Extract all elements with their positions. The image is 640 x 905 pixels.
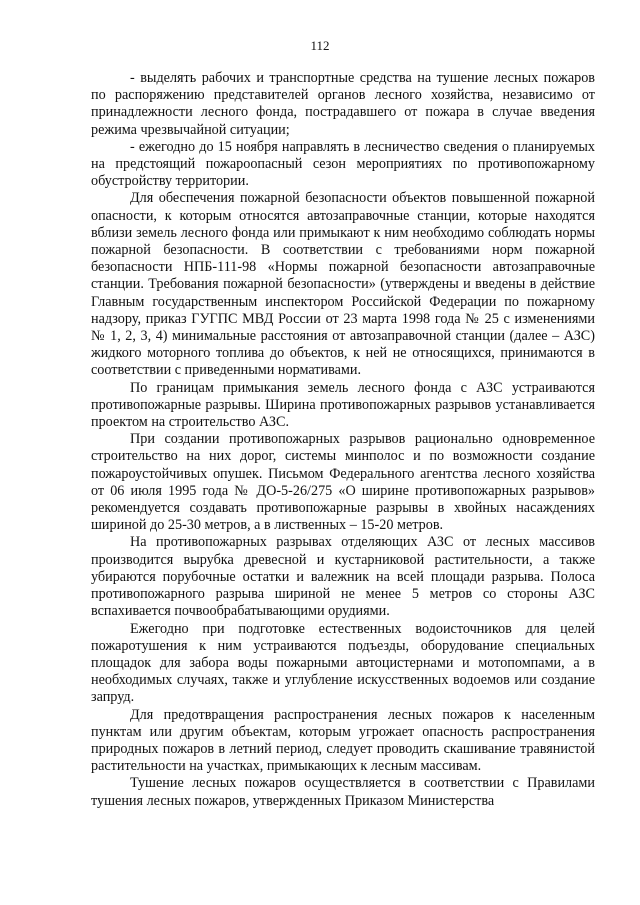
paragraph: На противопожарных разрывах отделяющих АЗС от лесных массивов производится вырубка древесной и кустарниковой растительности, а также убираются порубочные остатки и валежник на всей площади разрыва. Полоса противопожарного разрыва шириной не менее 5 метров со стороны АЗС вспахивается почвообрабатывающими орудиями.: [91, 534, 595, 620]
paragraph: - выделять рабочих и транспортные средства на тушение лесных пожаров по распоряжению представителей органов лесного хозяйства, независимо от принадлежности лесного фонда, пострадавшего от пожара в случае введения режима чрезвычайной ситуации;: [91, 70, 595, 138]
paragraph: При создании противопожарных разрывов рационально одновременное строительство на них дорог, системы минполос и по возможности создание пожароустойчивых опушек. Письмом Федерального агентства лесного хозяйства от 06 июля 1995 года № ДО-5-26/275 «О ширине противопожарных разрывов» рекомендуется создавать противопожарные разрывы в хвойных насаждениях шириной до 25-30 метров, а в лиственных – 15-20 метров.: [91, 431, 595, 534]
paragraph: Для обеспечения пожарной безопасности объектов повышенной пожарной опасности, к которым относятся автозаправочные станции, которые находятся вблизи земель лесного фонда или примыкают к ним необходимо соблюдать нормы пожарной безопасности. В соответствии с требованиями норм пожарной безопасности НПБ-111-98 «Нормы пожарной безопасности автозаправочные станции. Требования пожарной безопасности» (утверждены и введены в действие Главным государственным инспектором Российской Федерации по пожарному надзору, приказ ГУГПС МВД России от 23 марта 1998 года № 25 с изменениями № 1, 2, 3, 4) минимальные расстояния от автозаправочной станции (далее – АЗС) жидкого моторного топлива до объектов, к ней не относящихся, принимаются в соответствии с приведенными нормативами.: [91, 190, 595, 379]
paragraph: Ежегодно при подготовке естественных водоисточников для целей пожаротушения к ним устраиваются подъезды, оборудование специальных площадок для забора воды пожарными автоцистернами и мотопомпами, а в необходимых случаях, также и углубление искусственных водоемов или создание запруд.: [91, 620, 595, 706]
paragraph: Тушение лесных пожаров осуществляется в соответствии с Правилами тушения лесных пожаров, утвержденных Приказом Министерства: [91, 775, 595, 809]
page-number: 112: [310, 38, 330, 53]
document-body: [91, 70, 595, 810]
paragraph: - ежегодно до 15 ноября направлять в лесничество сведения о планируемых на предстоящий пожароопасный сезон мероприятиях по противопожарному обустройству территории.: [91, 138, 595, 190]
paragraph: Для предотвращения распространения лесных пожаров к населенным пунктам или другим объектам, которым угрожает опасность распространения природных пожаров в летний период, следует проводить скашивание травянистой растительности на участках, примыкающих к лесным массивам.: [91, 706, 595, 775]
paragraph: По границам примыкания земель лесного фонда с АЗС устраиваются противопожарные разрывы. Ширина противопожарных разрывов устанавливается проектом на строительство АЗС.: [91, 379, 595, 431]
